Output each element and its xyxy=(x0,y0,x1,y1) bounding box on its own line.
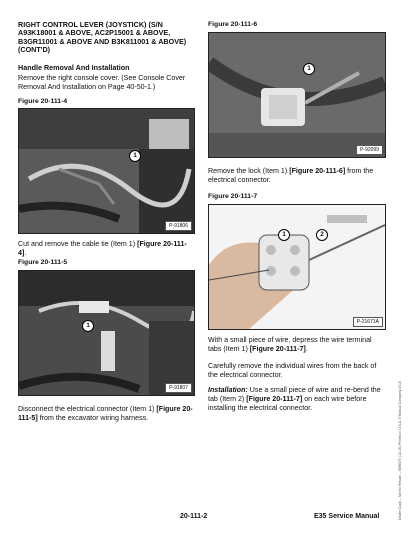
disconnect-text: Disconnect the electrical connector (Item 1) xyxy=(18,405,157,413)
installation-text: Use a small piece of wire and re-bend the tab (Item 2) xyxy=(208,386,381,404)
remove-lock-rest: from the electrical connector. xyxy=(208,167,374,185)
installation-figref: [Figure 20-111-7] xyxy=(246,395,303,404)
paragraph-console-cover: Remove the right console cover. (See Console Cover Removal And Installation on Page 40-50-1.) xyxy=(18,74,186,92)
figure-4-number: P-91806 xyxy=(165,221,192,231)
figure-4-photo xyxy=(18,108,195,234)
paragraph-remove-wires: Carefully remove the individual wires from the back of the electrical connector. xyxy=(208,362,377,380)
figure-7-callout-2: 2 xyxy=(316,229,328,241)
paragraph-disconnect xyxy=(18,405,193,423)
disconnect-figref: [Figure 20-111-5] xyxy=(18,405,193,423)
installation-rest: on each wire before installing the electrical connector. xyxy=(208,395,367,413)
paragraph-remove-lock xyxy=(208,167,384,185)
subsection-heading: Handle Removal And Installation xyxy=(18,63,130,72)
paragraph-depress-tabs xyxy=(208,336,384,354)
figure-5-photo xyxy=(18,270,195,396)
figure-7-label: Figure 20-111-7 xyxy=(208,193,258,200)
manual-title: E35 Service Manual xyxy=(314,513,380,520)
figure-4-label: Figure 20-111-4 xyxy=(18,98,68,105)
page-number: 20-111-2 xyxy=(180,513,208,520)
figure-4-callout: 1 xyxy=(129,150,141,162)
paragraph-cable-tie xyxy=(18,240,193,258)
depress-tabs-figref: [Figure 20-111-7] xyxy=(249,345,306,354)
depress-tabs-text: With a small piece of wire, depress the wire terminal tabs (Item 1) xyxy=(208,336,372,354)
section-title: RIGHT CONTROL LEVER (JOYSTICK) (S/N A93K18001 & ABOVE, AC2P15001 & ABOVE, B3GR11001 & ABOVE AND B3K811001 & ABOVE) (CONT'D) xyxy=(18,20,187,55)
cable-tie-figref: [Figure 20-111-4] xyxy=(18,240,187,258)
paragraph-installation xyxy=(208,386,384,414)
dealer-copy-note: Dealer Copy -- Not for Resale -- 6989370 (12-16) Printed in U.S.A. © Bobcat Company 2016 xyxy=(398,381,402,520)
figure-7-callout-1: 1 xyxy=(278,229,290,241)
cable-tie-text: Cut and remove the cable tie (Item 1) xyxy=(18,240,138,248)
figure-7-number: P-21671A xyxy=(353,317,383,327)
figure-6-label: Figure 20-111-6 xyxy=(208,21,258,28)
figure-5-callout: 1 xyxy=(82,320,94,332)
disconnect-rest: from the excavator wiring harness. xyxy=(37,414,149,423)
figure-5-label: Figure 20-111-5 xyxy=(18,259,68,266)
figure-6-image xyxy=(209,33,385,157)
depress-tabs-period: . xyxy=(305,345,308,354)
figure-5-number: P-91807 xyxy=(165,383,192,393)
remove-lock-figref: [Figure 20-111-6] xyxy=(289,167,346,175)
figure-7-photo xyxy=(208,204,386,330)
installation-lead: Installation: xyxy=(208,386,248,394)
remove-lock-text: Remove the lock (Item 1) xyxy=(208,167,290,175)
figure-6-number: P-92099 xyxy=(356,145,383,155)
cable-tie-period: . xyxy=(24,249,27,258)
figure-4-image xyxy=(19,109,194,233)
figure-5-image xyxy=(19,271,194,395)
figure-6-callout: 1 xyxy=(303,63,315,75)
figure-6-photo xyxy=(208,32,386,158)
figure-7-image xyxy=(209,205,385,329)
